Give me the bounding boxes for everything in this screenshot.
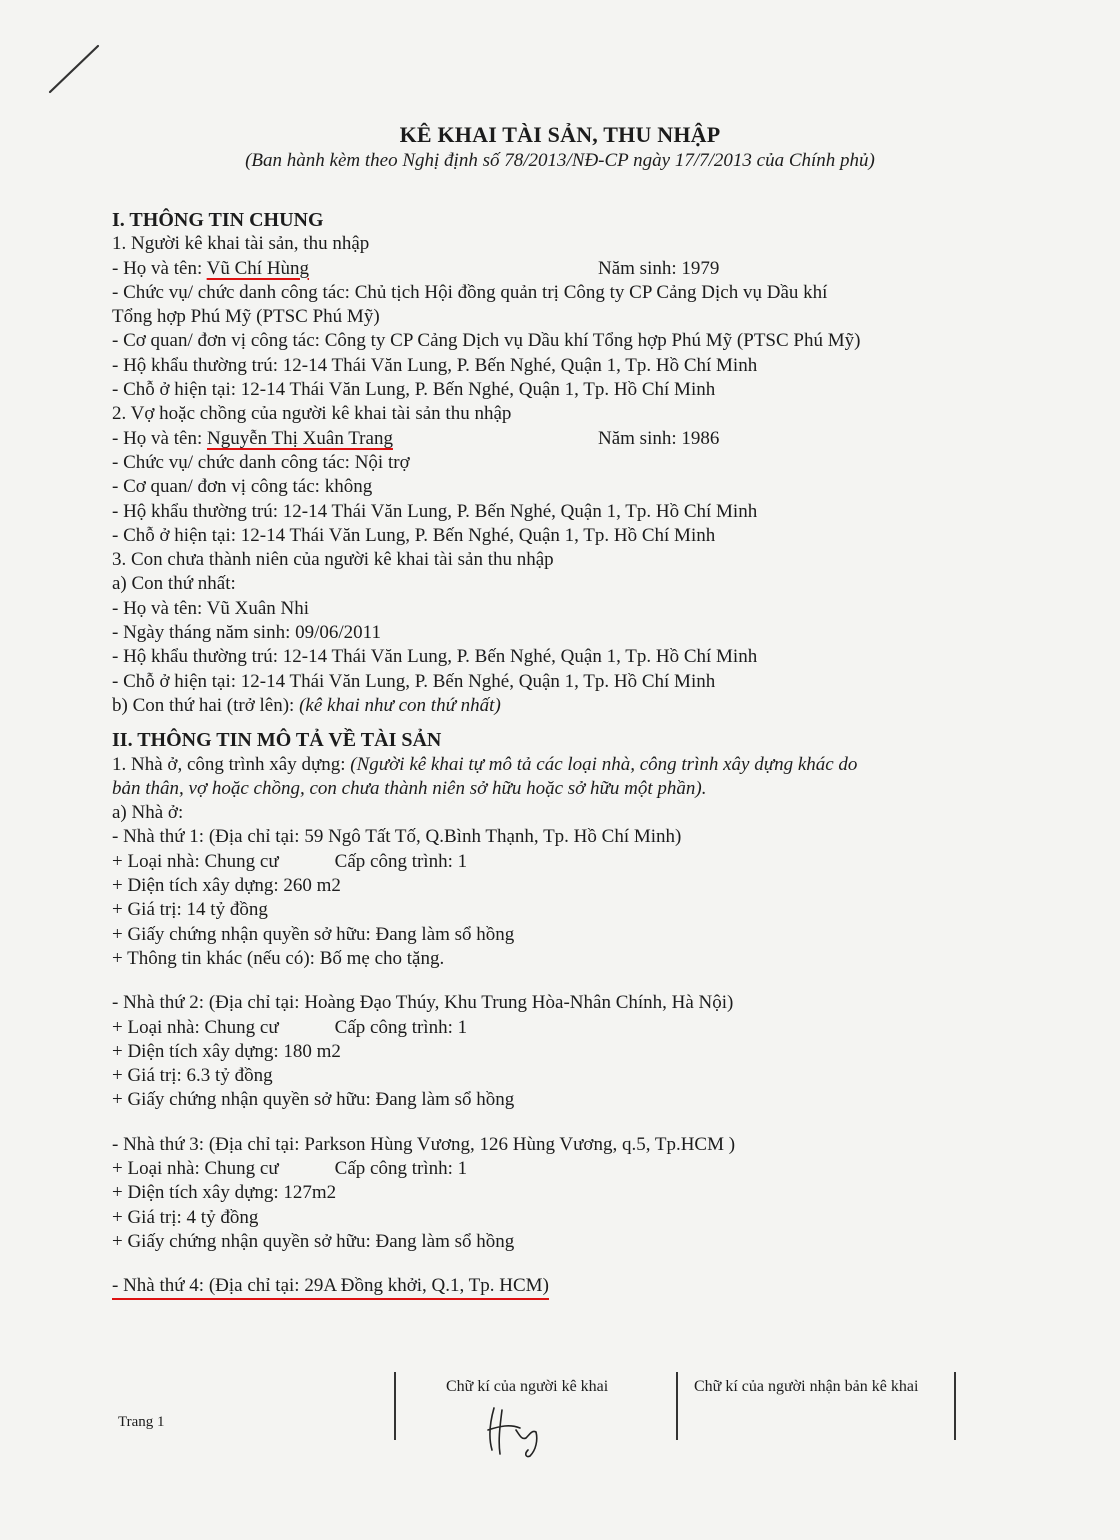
house1-certificate: + Giấy chứng nhận quyền sở hữu: Đang làm sổ hồng bbox=[112, 923, 515, 945]
section2-intro-label: 1. Nhà ở, công trình xây dựng: bbox=[112, 753, 351, 775]
person-current: - Chỗ ở hiện tại: 12-14 Thái Văn Lung, P. Bến Nghé, Quận 1, Tp. Hồ Chí Minh bbox=[112, 379, 716, 401]
house1-type-line bbox=[112, 850, 1002, 874]
house2-type: + Loại nhà: Chung cư bbox=[112, 1016, 279, 1038]
person-heading: 1. Người kê khai tài sản, thu nhập bbox=[112, 233, 370, 255]
person-residence: - Hộ khẩu thường trú: 12-14 Thái Văn Lung, P. Bến Nghé, Quận 1, Tp. Hồ Chí Minh bbox=[112, 354, 758, 376]
spouse-birth: Năm sinh: 1986 bbox=[598, 427, 720, 449]
house3-type: + Loại nhà: Chung cư bbox=[112, 1157, 279, 1179]
declarant-signature-label: Chữ kí của người kê khai bbox=[446, 1378, 609, 1395]
house3-type-line bbox=[112, 1157, 1002, 1181]
house1-area: + Diện tích xây dựng: 260 m2 bbox=[112, 875, 341, 897]
child-b-line bbox=[112, 694, 1002, 718]
house1-value: + Giá trị: 14 tỷ đồng bbox=[112, 899, 268, 921]
house1-other: + Thông tin khác (nếu có): Bố mẹ cho tặng. bbox=[112, 947, 445, 969]
document-title: KÊ KHAI TÀI SẢN, THU NHẬP bbox=[399, 122, 721, 147]
house1-address: - Nhà thứ 1: (Địa chỉ tại: 59 Ngô Tất Tố, Q.Bình Thạnh, Tp. Hồ Chí Minh) bbox=[112, 826, 682, 848]
document-subtitle: (Ban hành kèm theo Nghị định số 78/2013/NĐ-CP ngày 17/7/2013 của Chính phủ) bbox=[245, 150, 875, 171]
house2-area: + Diện tích xây dựng: 180 m2 bbox=[112, 1040, 341, 1062]
spouse-org: - Cơ quan/ đơn vị công tác: không bbox=[112, 476, 373, 498]
section2-intro-line bbox=[112, 753, 1002, 777]
spouse-name-line bbox=[112, 427, 1002, 451]
house4-line bbox=[112, 1274, 1002, 1298]
person-birth: Năm sinh: 1979 bbox=[598, 257, 720, 279]
spouse-position: - Chức vụ/ chức danh công tác: Nội trợ bbox=[112, 451, 410, 473]
person-name: Vũ Chí Hùng bbox=[206, 257, 310, 279]
section2-intro-note-2: bản thân, vợ hoặc chồng, con chưa thành niên sở hữu hoặc sở hữu một phần). bbox=[112, 777, 707, 799]
house3-address: - Nhà thứ 3: (Địa chỉ tại: Parkson Hùng Vương, 126 Hùng Vương, q.5, Tp.HCM ) bbox=[112, 1133, 736, 1155]
signature-divider-left bbox=[394, 1372, 396, 1440]
child-b-note: (kê khai như con thứ nhất) bbox=[299, 694, 501, 716]
house2-certificate: + Giấy chứng nhận quyền sở hữu: Đang làm sổ hồng bbox=[112, 1089, 515, 1111]
spouse-current: - Chỗ ở hiện tại: 12-14 Thái Văn Lung, P. Bến Nghé, Quận 1, Tp. Hồ Chí Minh bbox=[112, 524, 716, 546]
spouse-residence: - Hộ khẩu thường trú: 12-14 Thái Văn Lung, P. Bến Nghé, Quận 1, Tp. Hồ Chí Minh bbox=[112, 500, 758, 522]
pen-stroke-mark bbox=[44, 40, 104, 100]
child-current: - Chỗ ở hiện tại: 12-14 Thái Văn Lung, P. Bến Nghé, Quận 1, Tp. Hồ Chí Minh bbox=[112, 670, 716, 692]
person-name-label: - Họ và tên: bbox=[112, 257, 207, 279]
house2-grade: Cấp công trình: 1 bbox=[334, 1016, 468, 1038]
child-a: a) Con thứ nhất: bbox=[112, 573, 236, 595]
house2-address: - Nhà thứ 2: (Địa chỉ tại: Hoàng Đạo Thúy, Khu Trung Hòa-Nhân Chính, Hà Nội) bbox=[112, 992, 734, 1014]
person-position-2: Tổng hợp Phú Mỹ (PTSC Phú Mỹ) bbox=[112, 306, 380, 328]
house3-grade: Cấp công trình: 1 bbox=[334, 1157, 468, 1179]
house2-value: + Giá trị: 6.3 tỷ đồng bbox=[112, 1065, 273, 1087]
section2-heading: II. THÔNG TIN MÔ TẢ VỀ TÀI SẢN bbox=[112, 729, 442, 752]
house2-type-line bbox=[112, 1016, 1002, 1040]
house3-value: + Giá trị: 4 tỷ đồng bbox=[112, 1206, 259, 1228]
person-org: - Cơ quan/ đơn vị công tác: Công ty CP Cảng Dịch vụ Dầu khí Tổng hợp Phú Mỹ (PTSC Phú Mỹ) bbox=[112, 330, 861, 352]
child-residence: - Hộ khẩu thường trú: 12-14 Thái Văn Lung, P. Bến Nghé, Quận 1, Tp. Hồ Chí Minh bbox=[112, 646, 758, 668]
house4-address: - Nhà thứ 4: (Địa chỉ tại: 29A Đồng khởi, Q.1, Tp. HCM) bbox=[112, 1275, 549, 1300]
house1-type: + Loại nhà: Chung cư bbox=[112, 850, 279, 872]
signature-divider-middle bbox=[676, 1372, 678, 1440]
house3-area: + Diện tích xây dựng: 127m2 bbox=[112, 1182, 337, 1204]
person-position-1: - Chức vụ/ chức danh công tác: Chủ tịch Hội đồng quản trị Công ty CP Cảng Dịch vụ Dầu khí bbox=[112, 281, 828, 303]
handwritten-signature bbox=[480, 1400, 550, 1458]
child-dob: - Ngày tháng năm sinh: 09/06/2011 bbox=[112, 622, 381, 644]
spouse-name: Nguyễn Thị Xuân Trang bbox=[206, 427, 393, 449]
section1-heading: I. THÔNG TIN CHUNG bbox=[112, 209, 324, 231]
house1-grade: Cấp công trình: 1 bbox=[334, 850, 468, 872]
child-b-label: b) Con thứ hai (trở lên): bbox=[112, 694, 300, 716]
child-heading: 3. Con chưa thành niên của người kê khai tài sản thu nhập bbox=[112, 549, 554, 571]
section2-intro-note-1: (Người kê khai tự mô tả các loại nhà, công trình xây dựng khác do bbox=[350, 753, 858, 775]
signature-area bbox=[394, 1372, 960, 1468]
receiver-signature-label: Chữ kí của người nhận bản kê khai bbox=[694, 1378, 919, 1395]
signature-divider-right bbox=[954, 1372, 956, 1440]
house3-certificate: + Giấy chứng nhận quyền sở hữu: Đang làm sổ hồng bbox=[112, 1230, 515, 1252]
person-name-line bbox=[112, 257, 1002, 281]
page-number: Trang 1 bbox=[118, 1414, 165, 1430]
houses-heading: a) Nhà ở: bbox=[112, 802, 184, 824]
spouse-name-label: - Họ và tên: bbox=[112, 427, 207, 449]
child-name: - Họ và tên: Vũ Xuân Nhi bbox=[112, 597, 310, 619]
spouse-heading: 2. Vợ hoặc chồng của người kê khai tài sản thu nhập bbox=[112, 403, 512, 425]
document-body bbox=[112, 208, 1002, 1298]
